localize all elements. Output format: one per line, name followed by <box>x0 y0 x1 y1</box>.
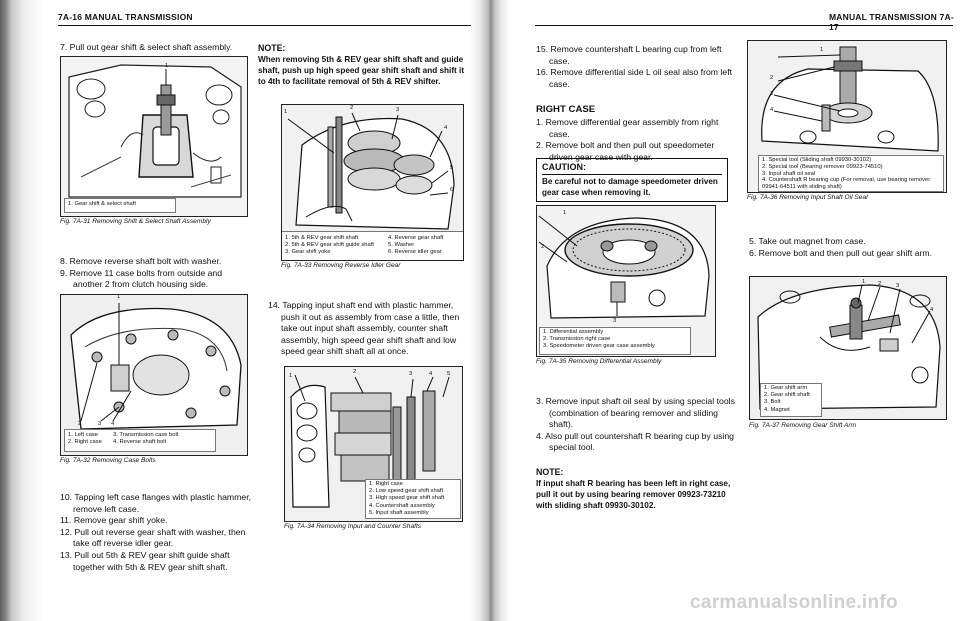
right-case-heading: RIGHT CASE <box>536 104 596 115</box>
fig36-legend-1: 1. Special tool (Sliding shaft 09930-30102) <box>762 157 872 163</box>
left-note-text: When removing 5th & REV gear shift shaft and guide shaft, push up high speed gear shift shaft and shift it to 4th to facilitate removal of 5th & REV shifter. <box>258 55 465 87</box>
figure-7a-31 <box>60 56 248 217</box>
fig36-legend <box>759 156 943 192</box>
right-steps-c <box>749 236 953 259</box>
fig34-callout-4: 4 <box>429 371 433 377</box>
fig35-legend-3: 3. Speedometer driven gear case assembly <box>543 343 655 350</box>
fig32-callout-3: 3 <box>98 421 102 427</box>
step-14: 14. Tapping input shaft end with plastic hammer, push it out as assembly from case a little, then take out input shaft assembly, counter shaft assembly, high speed gear shift shaft and low speed gear shift shaft all at once. <box>268 300 460 357</box>
right-case-step-4: 4. Also pull out countershaft R bearing cup by using special tool. <box>536 430 735 453</box>
figure-7a-35 <box>536 205 716 357</box>
fig34-legend-1: 1. Right case <box>369 481 403 487</box>
shift-select-shaft-illustration <box>61 57 247 216</box>
fig34-callout-1: 1 <box>289 373 293 379</box>
fig33-legend-right <box>388 235 443 257</box>
fig31-legend-box <box>64 198 176 213</box>
fig33-callout-5: 5 <box>450 165 454 171</box>
fig37-legend-3: 3. Bolt <box>764 399 781 406</box>
fig34-legend-5: 5. Input shaft assembly <box>369 509 429 516</box>
fig35-legend-1: 1. Differential assembly <box>543 329 604 335</box>
fig32-legend-2: 2. Right case <box>68 439 102 446</box>
site-watermark: carmanualsonline.info <box>690 592 898 613</box>
fig33-legend-5: 5. Washer <box>388 242 415 249</box>
fig33-legend-6: 6. Reverse idler gear <box>388 249 442 256</box>
fig37-legend-4: 4. Magnet <box>764 406 790 413</box>
fig37-callout-2: 2 <box>878 281 882 287</box>
fig34-legend <box>366 480 460 518</box>
fig33-callout-2: 2 <box>350 105 354 111</box>
right-case-steps <box>536 117 736 163</box>
fig32-legend-3: 3. Transmission case bolt <box>113 432 179 438</box>
right-case-step-5: 5. Take out magnet from case. <box>749 236 866 246</box>
fig33-legend-3: 3. Gear shift yoke <box>285 249 331 256</box>
fig35-callout-1: 1 <box>563 210 567 216</box>
right-page-header: MANUAL TRANSMISSION 7A-17 <box>829 12 954 32</box>
step-13: 13. Pull out 5th & REV gear shift guide shaft together with 5th & REV gear shift shaft. <box>60 549 230 572</box>
left-header-rule <box>58 25 471 26</box>
caution-text: Be careful not to damage speedometer driven gear case when removing it. <box>542 177 718 197</box>
right-note-text: If input shaft R bearing has been left in right case, pull it out by using bearing remover 09923-73210 with sliding shaft 09930-30102. <box>536 479 731 511</box>
figure-7a-36 <box>747 40 947 193</box>
left-steps-c <box>60 492 252 573</box>
fig35-callout-3: 3 <box>613 318 617 324</box>
fig34-legend-3: 3. High speed gear shift shaft <box>369 495 445 502</box>
fig33-legend-left <box>285 235 374 257</box>
fig34-callout-5: 5 <box>447 371 451 377</box>
fig37-callout-1: 1 <box>862 279 866 285</box>
fig37-callout-4: 4 <box>930 307 934 313</box>
step-7: 7. Pull out gear shift & select shaft assembly. <box>60 42 233 52</box>
caution-box <box>536 158 728 202</box>
figure-7a-37 <box>749 276 947 420</box>
fig33-legend-box <box>282 231 463 261</box>
step-8: 8. Remove reverse shaft bolt with washer. <box>60 256 222 266</box>
fig32-callout-2: 2 <box>78 421 82 427</box>
fig36-callout-4: 4 <box>770 107 774 113</box>
fig31-callout-1: 1 <box>165 63 169 69</box>
step-12: 12. Pull out reverse gear shaft with washer, then take off reverse idler gear. <box>60 526 246 549</box>
fig34-legend-4: 4. Countershaft assembly <box>369 502 435 509</box>
fig35-legend <box>540 328 690 352</box>
fig32-legend-1: 1. Left case <box>68 432 98 438</box>
fig35-legend-box <box>539 327 691 355</box>
fig33-callout-4: 4 <box>444 125 448 131</box>
right-case-step-3: 3. Remove input shaft oil seal by using special tools (combination of bearing remover and sliding shaft). <box>536 396 735 430</box>
fig33-caption: Fig. 7A-33 Removing Reverse Idler Gear <box>281 262 401 269</box>
right-case-step-1: 1. Remove differential gear assembly from right case. <box>536 117 719 139</box>
step-15: 15. Remove countershaft L bearing cup from left case. <box>536 44 722 66</box>
right-case-step-2: 2. Remove bolt and then pull out speedometer driven gear case with gear. <box>536 140 715 162</box>
fig33-legend-2: 2. 5th & REV gear shift guide shaft <box>285 242 374 249</box>
fig37-caption: Fig. 7A-37 Removing Gear Shift Arm <box>749 422 857 429</box>
fig36-callout-1: 1 <box>820 47 824 53</box>
fig34-caption: Fig. 7A-34 Removing Input and Counter Shafts <box>284 523 422 530</box>
figure-7a-34 <box>284 366 463 522</box>
fig36-caption: Fig. 7A-36 Removing Input Shaft Oil Seal <box>747 194 868 201</box>
fig37-legend-1: 1. Gear shift arm <box>764 385 808 391</box>
fig32-callout-4: 4 <box>111 421 115 427</box>
right-note <box>536 466 740 512</box>
fig34-legend-box <box>365 479 461 519</box>
caution-heading: CAUTION: <box>542 162 722 175</box>
page-binding-shadow <box>0 0 44 621</box>
fig31-legend-1: 1. Gear shift & select shaft <box>68 201 136 207</box>
fig34-callout-2: 2 <box>353 369 357 375</box>
figure-7a-32 <box>60 294 248 456</box>
left-steps-b <box>60 256 252 291</box>
fig37-callout-3: 3 <box>896 283 900 289</box>
fig32-caption: Fig. 7A-32 Removing Case Bolts <box>60 457 156 464</box>
fig37-legend <box>761 384 821 415</box>
fig37-legend-2: 2. Gear shift shaft <box>764 392 810 399</box>
fig36-legend-3: 3. Input shaft oil seal <box>762 170 816 177</box>
fig32-legend-box <box>64 429 216 452</box>
step-16: 16. Remove differential side L oil seal also from left case. <box>536 67 733 89</box>
center-gutter <box>470 0 510 621</box>
right-steps-b <box>536 396 736 454</box>
right-header-rule <box>535 25 953 26</box>
fig31-caption: Fig. 7A-31 Removing Shift & Select Shaft Assembly <box>60 218 211 225</box>
fig37-legend-box <box>760 383 822 417</box>
right-steps-a <box>536 44 736 90</box>
step-9: 9. Remove 11 case bolts from outside and another 2 from clutch housing side. <box>60 267 223 290</box>
step-10: 10. Tapping left case flanges with plastic hammer, remove left case. <box>60 492 252 514</box>
fig32-legend-left <box>68 432 102 446</box>
right-case-step-6: 6. Remove bolt and then pull out gear shift arm. <box>749 247 933 258</box>
left-steps-a <box>60 42 250 54</box>
fig35-legend-2: 2. Transmission right case <box>543 336 611 343</box>
left-note <box>258 42 468 88</box>
left-page-header: 7A-16 MANUAL TRANSMISSION <box>58 12 193 22</box>
fig35-caption: Fig. 7A-35 Removing Differential Assembly <box>536 358 662 365</box>
fig36-callout-2: 2 <box>770 75 774 81</box>
fig36-legend-2: 2. Special tool (Bearing remover 09923-74510) <box>762 163 883 170</box>
step-11: 11. Remove gear shift yoke. <box>60 515 168 526</box>
fig36-legend-box <box>758 155 944 192</box>
fig34-legend-2: 2. Low speed gear shift shaft <box>369 488 444 495</box>
left-step-14 <box>268 300 464 358</box>
figure-7a-33 <box>281 104 464 261</box>
fig36-legend-4: 4. Countershaft R bearing cup (For removal, use bearing remover 09941-64511 with sliding shaft) <box>762 177 931 191</box>
right-note-heading: NOTE: <box>536 467 564 477</box>
left-note-heading: NOTE: <box>258 43 286 53</box>
fig33-legend-1: 1. 5th & REV gear shift shaft <box>285 235 359 241</box>
fig33-callout-1: 1 <box>284 109 288 115</box>
fig35-callout-2: 2 <box>541 244 545 250</box>
fig32-legend-right <box>113 432 178 446</box>
fig32-callout-1: 1 <box>117 294 121 300</box>
fig33-callout-6: 6 <box>450 187 454 193</box>
fig33-callout-3: 3 <box>396 107 400 113</box>
fig34-callout-3: 3 <box>409 371 413 377</box>
fig36-callout-3: 3 <box>770 91 774 97</box>
fig32-legend-4: 4. Reverse shaft bolt <box>113 439 167 446</box>
fig33-legend-4: 4. Reverse gear shaft <box>388 235 444 241</box>
